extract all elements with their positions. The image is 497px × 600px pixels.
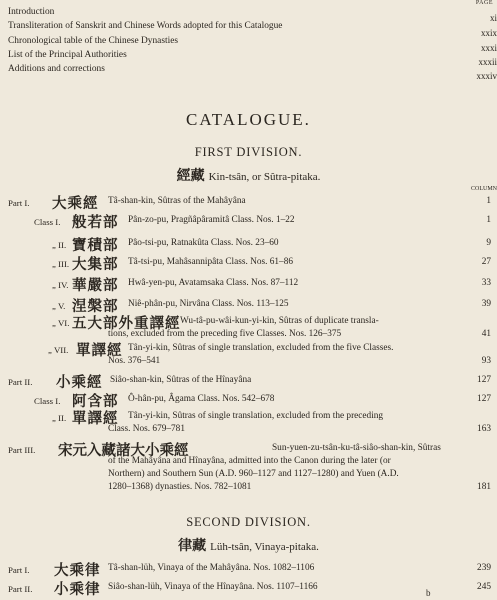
contents-page: xxxi <box>480 43 497 53</box>
row-text: Tâ-shan-kin, Sûtras of the Mahâyâna <box>108 196 246 206</box>
row-chinese: 宋元入藏諸大小乘經 <box>58 443 189 459</box>
row-label: Part III. <box>8 445 36 455</box>
row-column: 127 <box>477 394 491 404</box>
row-text: Tâ-tsi-pu, Mahâsannipâta Class. Nos. 61–86 <box>128 257 293 267</box>
row-column: 127 <box>477 375 491 385</box>
row-label: Part I. <box>8 198 30 208</box>
row-label: Part I. <box>8 565 30 575</box>
row-column: 27 <box>481 257 491 267</box>
row-text: Pân-zo-pu, Pragñâpâramitâ Class. Nos. 1–22 <box>128 215 295 225</box>
second-division-heading: SECOND DIVISION. <box>186 515 311 529</box>
row-text: 1280–1368) dynasties. Nos. 782–1081 <box>108 482 252 492</box>
contents-page: xxxii <box>478 57 497 67</box>
row-label: „ III. <box>52 259 70 269</box>
row-text: Class. Nos. 679–781 <box>108 424 185 434</box>
row-label: „ VII. <box>48 345 69 355</box>
row-column: 1 <box>486 196 491 206</box>
row-column: 33 <box>481 278 491 288</box>
row-text: Pâo-tsi-pu, Ratnakûta Class. Nos. 23–60 <box>128 238 279 248</box>
row-label: Class I. <box>34 217 61 227</box>
row-chinese: 般若部 <box>72 215 119 231</box>
contents-entry: List of the Principal Authorities <box>8 50 127 60</box>
row-chinese: 華嚴部 <box>72 278 119 294</box>
row-label: Class I. <box>34 396 61 406</box>
column-label: COLUMN <box>470 186 497 192</box>
row-chinese: 單譯經 <box>72 411 119 427</box>
row-text: Ô-hân-pu, Âgama Class. Nos. 542–678 <box>128 394 275 404</box>
signature-mark: b <box>426 588 431 598</box>
row-column: 39 <box>481 299 491 309</box>
contents-page: xxxiv <box>476 71 497 81</box>
row-text: Hwâ-yen-pu, Avatamsaka Class. Nos. 87–112 <box>128 278 299 288</box>
row-chinese: 小乘經 <box>56 375 103 391</box>
row-chinese: 阿含部 <box>72 394 119 410</box>
first-division-chinese: 經藏 <box>176 169 205 184</box>
row-chinese: 涅槃部 <box>72 299 119 315</box>
row-label: „ II. <box>52 240 67 250</box>
row-text: Niê-phân-pu, Nirvâna Class. Nos. 113–125 <box>128 299 289 309</box>
first-division-romanized: Kin-tsân, or Sûtra-pitaka. <box>208 171 321 183</box>
row-chinese: 寶積部 <box>72 238 119 254</box>
contents-page: xi <box>489 13 497 23</box>
catalogue-title: CATALOGUE. <box>186 110 311 129</box>
row-label: Part II. <box>8 377 33 387</box>
row-text: Tân-yi-kin, Sûtras of single translation, excluded from the five Classes. <box>128 343 394 353</box>
row-column: 93 <box>481 356 491 366</box>
row-chinese: 小乘律 <box>54 582 101 598</box>
page-column-label: PAGE <box>475 0 493 6</box>
contents-entry: Additions and corrections <box>8 64 105 74</box>
row-text: Tâ-shan-lüh, Vinaya of the Mahâyâna. Nos. 1082–1106 <box>108 563 315 573</box>
row-label: Part II. <box>8 584 33 594</box>
row-label: „ VI. <box>52 318 70 328</box>
contents-page: xxix <box>480 28 497 38</box>
row-text: Wu-tâ-pu-wâi-kun-yi-kin, Sûtras of duplicate transla- <box>180 316 379 326</box>
row-text: Northern) and Southern Sun (A.D. 960–1127 and 1127–1280) and Yuen (A.D. <box>108 469 399 479</box>
row-text: tions, excluded from the preceding five Classes. Nos. 126–375 <box>108 329 342 339</box>
second-division-subtitle <box>0 535 497 555</box>
second-division-chinese: 律藏 <box>178 539 207 554</box>
row-text: Sun-yuen-zu-tsân-ku-tâ-siâo-shan-kin, Sûtras <box>272 443 441 453</box>
row-chinese: 大乘律 <box>54 563 101 579</box>
row-label: „ V. <box>52 301 66 311</box>
row-text: Nos. 376–541 <box>108 356 161 366</box>
row-chinese: 大乘經 <box>52 196 99 212</box>
first-division-subtitle <box>0 165 497 185</box>
row-column: 9 <box>486 238 491 248</box>
contents-entry: Chronological table of the Chinese Dynasties <box>8 36 179 46</box>
row-label: „ II. <box>52 413 67 423</box>
row-chinese: 單譯經 <box>76 343 123 359</box>
row-column: 163 <box>477 424 491 434</box>
row-text: Siâo-shan-kin, Sûtras of the Hînayâna <box>110 375 252 385</box>
second-division-romanized: Lüh-tsân, Vinaya-pitaka. <box>210 541 319 553</box>
row-column: 41 <box>481 329 491 339</box>
row-column: 181 <box>477 482 491 492</box>
first-division-heading: FIRST DIVISION. <box>194 145 303 159</box>
row-chinese: 大集部 <box>72 257 119 273</box>
contents-entry: Transliteration of Sanskrit and Chinese Words adopted for this Catalogue <box>8 21 283 31</box>
row-text: Tân-yi-kin, Sûtras of single translation, excluded from the preceding <box>128 411 384 421</box>
row-chinese: 五大部外重譯經 <box>72 316 181 332</box>
row-label: „ IV. <box>52 280 69 290</box>
contents-entry: Introduction <box>8 7 55 17</box>
row-column: 239 <box>477 563 491 573</box>
row-column: 245 <box>477 582 491 592</box>
row-text: Siâo-shan-lüh, Vinaya of the Hînayâna. Nos. 1107–1166 <box>108 582 318 592</box>
row-column: 1 <box>486 215 491 225</box>
row-text: of the Mahâyâna and Hînayâna, admitted into the Canon during the later (or <box>108 456 391 466</box>
